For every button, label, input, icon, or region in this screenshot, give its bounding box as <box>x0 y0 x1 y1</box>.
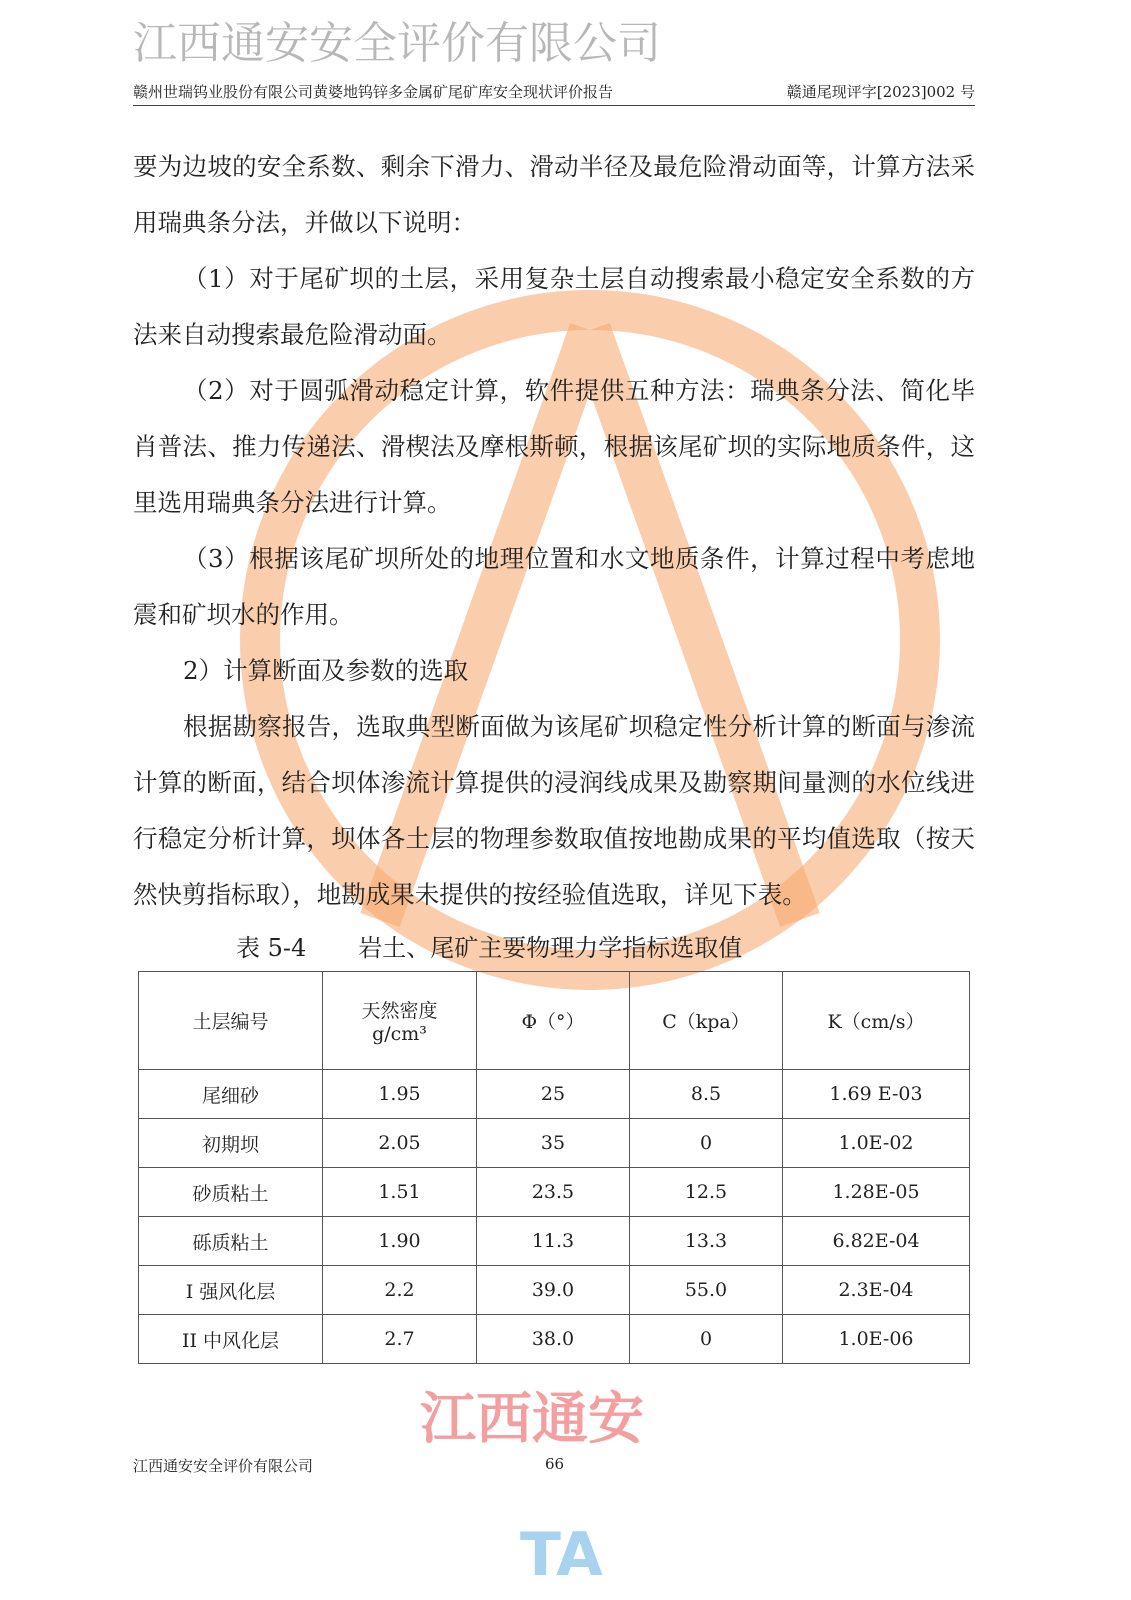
header-cell: C（kpa） <box>630 972 783 1070</box>
table-title: 岩土、尾矿主要物理力学指标选取值 <box>358 934 743 962</box>
table-cell: 0 <box>630 1119 783 1168</box>
table-cell: 38.0 <box>477 1315 630 1364</box>
table-cell: 23.5 <box>477 1168 630 1217</box>
table-cell: 13.3 <box>630 1217 783 1266</box>
table-cell: 1.69 E-03 <box>783 1070 970 1119</box>
table-row <box>139 1217 970 1266</box>
table-cell: 1.0E-02 <box>783 1119 970 1168</box>
paragraph: （2）对于圆弧滑动稳定计算，软件提供五种方法：瑞典条分法、简化毕肖普法、推力传递法、滑楔法及摩根斯顿，根据该尾矿坝的实际地质条件，这里选用瑞典条分法进行计算。 <box>133 376 975 517</box>
document-number: 赣通尾现评字[2023]002 号 <box>786 83 975 101</box>
table-row <box>139 1315 970 1364</box>
header-unit: g/cm³ <box>372 1023 427 1045</box>
table-cell: 砾质粘土 <box>139 1217 323 1266</box>
watermark-diagonal-text: 江西通安安全评价有限公司 <box>133 18 661 69</box>
table-cell: 初期坝 <box>139 1119 323 1168</box>
table-cell: 35 <box>477 1119 630 1168</box>
table-cell: 0 <box>630 1315 783 1364</box>
table-row <box>139 1119 970 1168</box>
paragraph: （1）对于尾矿坝的土层，采用复杂土层自动搜索最小稳定安全系数的方法来自动搜索最危险滑动面。 <box>133 264 975 349</box>
table-cell: 尾细砂 <box>139 1070 323 1119</box>
paragraph: （3）根据该尾矿坝所处的地理位置和水文地质条件，计算过程中考虑地震和矿坝水的作用。 <box>133 544 975 629</box>
table-cell: 1.28E-05 <box>783 1168 970 1217</box>
page-header <box>133 78 975 106</box>
header-cell: Φ（°） <box>477 972 630 1070</box>
watermark-red-text: 江西通安 <box>420 1387 644 1452</box>
table-cell: 8.5 <box>630 1070 783 1119</box>
table-cell: II 中风化层 <box>139 1315 323 1364</box>
table-cell: 1.51 <box>323 1168 477 1217</box>
header-cell: 土层编号 <box>139 972 323 1070</box>
table-cell: 1.90 <box>323 1217 477 1266</box>
parameter-table <box>138 971 970 1364</box>
table-cell: 2.3E-04 <box>783 1266 970 1315</box>
header-cell <box>323 972 477 1070</box>
table-cell: 2.2 <box>323 1266 477 1315</box>
table-cell: 砂质粘土 <box>139 1168 323 1217</box>
page-content <box>133 139 975 1364</box>
table-cell: 25 <box>477 1070 630 1119</box>
page-number: 66 <box>545 1455 565 1473</box>
paragraph: 根据勘察报告，选取典型断面做为该尾矿坝稳定性分析计算的断面与渗流计算的断面，结合坝体渗流计算提供的浸润线成果及勘察期间量测的水位线进行稳定分析计算，坝体各土层的物理参数取值按地勘成果的平均值选取（按天然快剪指标取），地勘成果未提供的按经验值选取，详见下表。 <box>133 712 975 909</box>
header-cell: K（cm/s） <box>783 972 970 1070</box>
table-cell: 55.0 <box>630 1266 783 1315</box>
table-header-row <box>139 972 970 1070</box>
footer-company: 江西通安安全评价有限公司 <box>133 1457 314 1475</box>
table-cell: 11.3 <box>477 1217 630 1266</box>
section-heading: 2）计算断面及参数的选取 <box>183 656 469 685</box>
table-row <box>139 1266 970 1315</box>
table-cell: 2.7 <box>323 1315 477 1364</box>
table-number: 表 5-4 <box>236 934 307 962</box>
table-row <box>139 1070 970 1119</box>
table-cell: 2.05 <box>323 1119 477 1168</box>
watermark-logo-letters: TA <box>520 1520 603 1590</box>
table-cell: 39.0 <box>477 1266 630 1315</box>
table-row <box>139 1168 970 1217</box>
report-title: 赣州世瑞钨业股份有限公司黄婆地钨锌多金属矿尾矿库安全现状评价报告 <box>133 83 614 101</box>
table-cell: 12.5 <box>630 1168 783 1217</box>
body-text <box>133 139 975 923</box>
table-cell: 6.82E-04 <box>783 1217 970 1266</box>
header-line: 天然密度 <box>361 1000 438 1022</box>
table-cell: I 强风化层 <box>139 1266 323 1315</box>
paragraph: 要为边坡的安全系数、剩余下滑力、滑动半径及最危险滑动面等，计算方法采用瑞典条分法，并做以下说明： <box>133 152 975 237</box>
table-caption <box>236 931 975 965</box>
table-cell: 1.95 <box>323 1070 477 1119</box>
table-cell: 1.0E-06 <box>783 1315 970 1364</box>
